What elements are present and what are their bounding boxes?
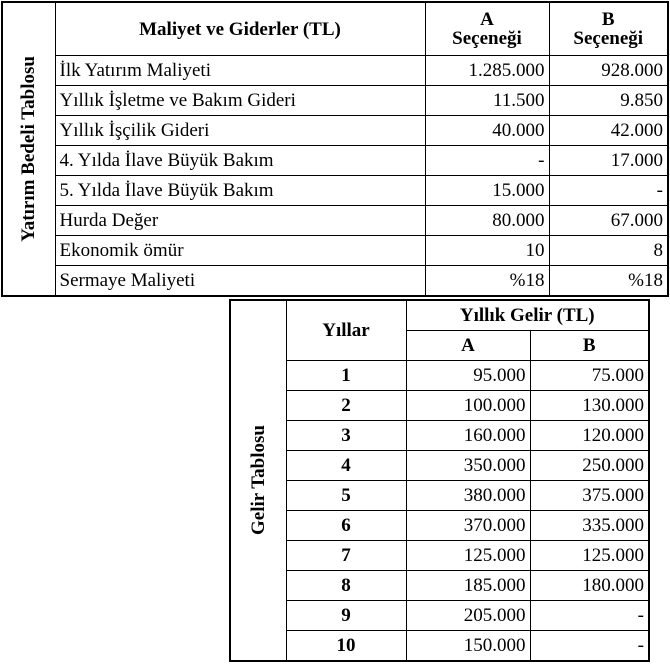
- income-col-a-header: A: [406, 331, 530, 361]
- row-label: İlk Yatırım Maliyeti: [55, 56, 425, 86]
- option-a-value: 15.000: [425, 176, 549, 206]
- option-b-value: 928.000: [549, 56, 668, 86]
- option-a-header: A Seçeneği: [425, 2, 549, 56]
- table-row: [2, 206, 668, 236]
- income-b-value: 130.000: [530, 391, 649, 421]
- income-a-value: 205.000: [406, 601, 530, 631]
- option-b-value: 9.850: [549, 86, 668, 116]
- table-row: [230, 541, 649, 571]
- years-header: Yıllar: [286, 300, 406, 361]
- table-row: [230, 481, 649, 511]
- year-cell: 10: [286, 631, 406, 662]
- income-b-value: 180.000: [530, 571, 649, 601]
- table-row: [2, 236, 668, 266]
- income-b-value: 335.000: [530, 511, 649, 541]
- income-col-b-header: B: [530, 331, 649, 361]
- row-label: Hurda Değer: [55, 206, 425, 236]
- income-a-value: 95.000: [406, 361, 530, 391]
- income-table-side-title: Gelir Tablosu: [230, 300, 286, 661]
- year-cell: 4: [286, 451, 406, 481]
- year-cell: 6: [286, 511, 406, 541]
- row-label: Ekonomik ömür: [55, 236, 425, 266]
- option-b-value: %18: [549, 266, 668, 297]
- income-a-value: 380.000: [406, 481, 530, 511]
- year-cell: 5: [286, 481, 406, 511]
- year-cell: 8: [286, 571, 406, 601]
- option-a-value: 1.285.000: [425, 56, 549, 86]
- table-row: [230, 601, 649, 631]
- table-row: [230, 631, 649, 662]
- income-b-value: -: [530, 631, 649, 662]
- investment-table-side-title: Yatırım Bedeli Tablosu: [2, 2, 55, 296]
- year-cell: 9: [286, 601, 406, 631]
- option-b-value: 17.000: [549, 146, 668, 176]
- table-row: [230, 511, 649, 541]
- income-b-value: 125.000: [530, 541, 649, 571]
- year-cell: 3: [286, 421, 406, 451]
- table-row: [2, 56, 668, 86]
- option-a-value: 11.500: [425, 86, 549, 116]
- income-table: [229, 299, 650, 662]
- annual-income-header: Yıllık Gelir (TL): [406, 300, 649, 331]
- table-row: [2, 146, 668, 176]
- year-cell: 2: [286, 391, 406, 421]
- year-cell: 7: [286, 541, 406, 571]
- option-b-value: 67.000: [549, 206, 668, 236]
- income-a-value: 125.000: [406, 541, 530, 571]
- row-label: 4. Yılda İlave Büyük Bakım: [55, 146, 425, 176]
- table-row: [2, 86, 668, 116]
- table-row: [2, 266, 668, 297]
- income-a-value: 100.000: [406, 391, 530, 421]
- row-label: Yıllık İşçilik Gideri: [55, 116, 425, 146]
- year-cell: 1: [286, 361, 406, 391]
- option-b-value: -: [549, 176, 668, 206]
- option-b-value: 42.000: [549, 116, 668, 146]
- option-a-value: %18: [425, 266, 549, 297]
- investment-cost-table: [1, 1, 669, 297]
- option-a-value: 40.000: [425, 116, 549, 146]
- income-b-value: 375.000: [530, 481, 649, 511]
- income-a-value: 370.000: [406, 511, 530, 541]
- table-row: [230, 451, 649, 481]
- option-b-header: B Seçeneği: [549, 2, 668, 56]
- table-row: [2, 176, 668, 206]
- row-label: 5. Yılda İlave Büyük Bakım: [55, 176, 425, 206]
- table-row: [2, 116, 668, 146]
- income-a-value: 350.000: [406, 451, 530, 481]
- table-row: [230, 421, 649, 451]
- table-row: [230, 391, 649, 421]
- income-b-value: 120.000: [530, 421, 649, 451]
- option-a-value: -: [425, 146, 549, 176]
- income-a-value: 185.000: [406, 571, 530, 601]
- option-a-value: 10: [425, 236, 549, 266]
- income-b-value: -: [530, 601, 649, 631]
- option-b-value: 8: [549, 236, 668, 266]
- row-label: Sermaye Maliyeti: [55, 266, 425, 297]
- table-row: [230, 361, 649, 391]
- row-label: Yıllık İşletme ve Bakım Gideri: [55, 86, 425, 116]
- table-row: [230, 571, 649, 601]
- income-b-value: 250.000: [530, 451, 649, 481]
- income-a-value: 150.000: [406, 631, 530, 662]
- cost-header: Maliyet ve Giderler (TL): [55, 2, 425, 56]
- income-a-value: 160.000: [406, 421, 530, 451]
- option-a-value: 80.000: [425, 206, 549, 236]
- income-b-value: 75.000: [530, 361, 649, 391]
